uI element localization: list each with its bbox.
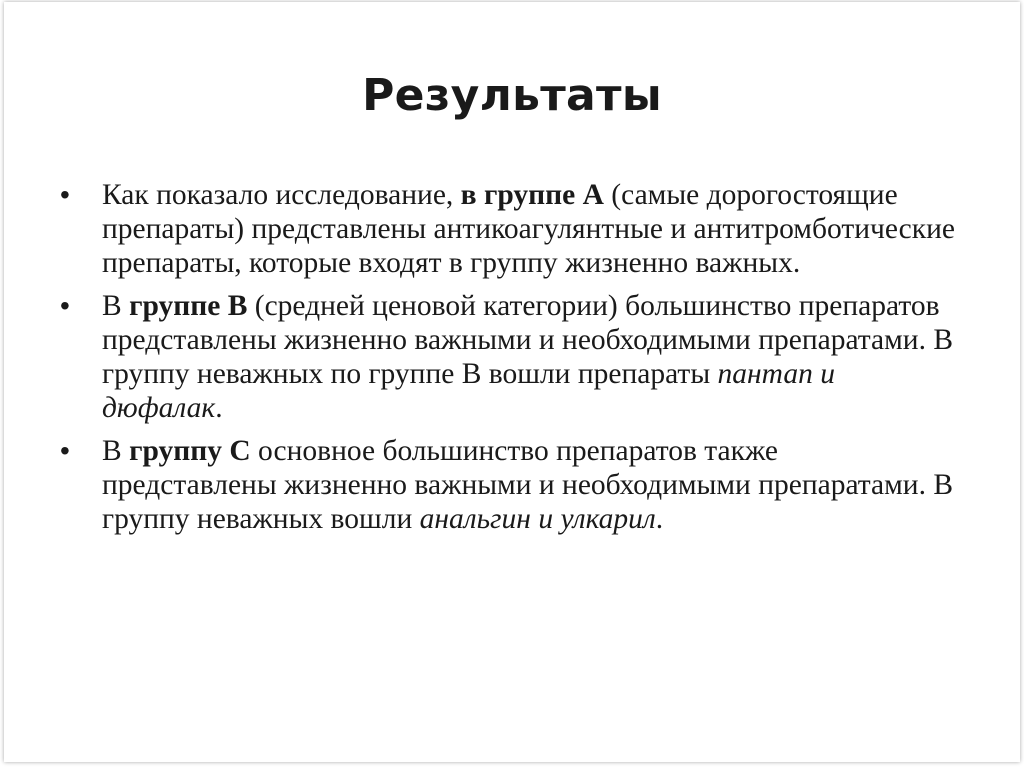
bullet-text: В xyxy=(102,290,130,322)
bullet-italic-text: анальгин и улкарил xyxy=(419,503,656,535)
bullet-text: Как показало исследование, xyxy=(102,179,461,211)
bullet-item-group-c xyxy=(60,434,960,536)
slide-title: Результаты xyxy=(362,70,662,121)
bullet-text: (самые дорогостоящие препараты) представлены антикоагулянтные и антитромботические препараты, которые входят в группу жизненно важных. xyxy=(102,179,955,279)
bullet-icon: • xyxy=(60,435,70,466)
bullet-text: . xyxy=(655,503,664,535)
bullet-bold-text: группе В xyxy=(129,290,248,322)
bullet-item-group-b xyxy=(60,289,960,425)
bullet-text: . xyxy=(215,392,223,424)
bullet-text: основное большинство препаратов также представлены жизненно важными и необходимыми препаратами. В группу неважных вошли xyxy=(102,435,954,535)
bullet-text: (средней ценовой категории) большинство препаратов представлены жизненно важными и необходимыми препаратами. В группу неважных по группе В вошли препараты xyxy=(102,290,954,390)
bullet-icon: • xyxy=(60,179,70,210)
bullet-list xyxy=(60,178,960,545)
bullet-item-group-a xyxy=(60,178,960,280)
bullet-text: В xyxy=(102,435,130,467)
slide xyxy=(4,2,1020,762)
bullet-bold-text: группу С xyxy=(129,435,251,467)
bullet-italic-text: пантап и дюфалак xyxy=(102,358,835,424)
bullet-icon: • xyxy=(60,290,70,321)
bullet-bold-text: в группе А xyxy=(460,179,604,211)
